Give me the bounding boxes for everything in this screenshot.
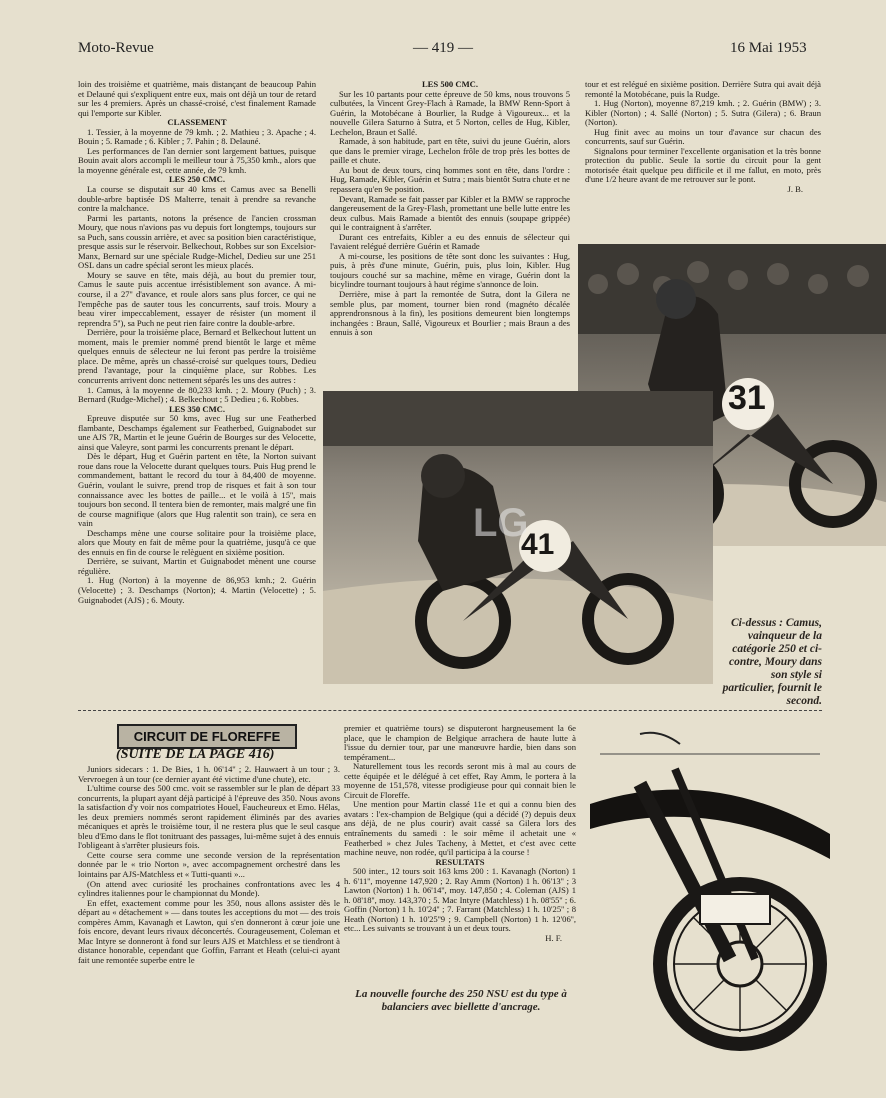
paragraph: Derrière, pour la troisième place, Bernard et Belkechout luttent un moment, mais le premier nommé prend bientôt le large et même quelques ennuis de sélecteur ne lui feront pas perdre la troisième place. De même, après un chassé-croisé sur quelques tours, Dedieu prend l'avantage, pour la cinquième place, sur Robbes. Les concurrents arrivent donc nettement séparés les uns des autres : xyxy=(78,327,316,385)
paragraph: Sur les 10 partants pour cette épreuve de 50 kms, nous trouvons 5 culbutées, la Vincent Grey-Flach à Ramade, la BMW Renn-Sport à Guérin, la Motobécane à Bourlier, la Rudge à Vigoureux... et la nouvelle Gilera Saturno à Sutra, et 5 Norton, celles de Hug, Kibler, Lechelon, Braun et Sallé. xyxy=(330,88,570,137)
paragraph: loin des troisième et quatrième, mais distançant de beaucoup Pahin et Delauné qui s'expliquent entre eux, mais ont déjà un tour de retard sur les 4 premiers. Après un chassé-croisé, c'est finalement Ramade qui l'emporte sur Kibler. xyxy=(78,80,316,118)
paragraph: Ramade, à son habitude, part en tête, suivi du jeune Guérin, alors que dans le premier virage, Lechelon frôle de trop près les bottes de paille et chute. xyxy=(330,136,570,166)
results-text: 1. Hug (Norton) à la moyenne de 86,953 kmh.; 2. Guérin (Velocette) ; 3. Deschamps (Norton); 4. Martin (Velocette) ; 5. Guignabodet (AJS) ; 6. Mouty. xyxy=(78,575,316,605)
issue-date: 16 Mai 1953 xyxy=(730,40,807,56)
author-signature: J. B. xyxy=(787,184,803,195)
section-divider xyxy=(78,710,822,711)
paragraph: Juniors sidecars : 1. De Bies, 1 h. 06'14'' ; 2. Hauwaert à un tour ; 3. Vervroegen à un tour (ce dernier ayant été victime d'une chute), etc. xyxy=(78,765,340,784)
results-text: 1. Tessier, à la moyenne de 79 kmh. ; 2. Mathieu ; 3. Apache ; 4. Bouin ; 5. Ramade ; 6. Kibler ; 7. Pahin ; 8. Delauné. xyxy=(78,126,316,147)
paragraph: tour et est relégué en sixième position. Derrière Sutra qui avait déjà remonté la Motobécane, puis la Rudge. xyxy=(585,80,821,99)
paragraph: Les performances de l'an dernier sont largement battues, puisque Bouin avait alors accompli le meilleur tour à 75,350 kmh., alors que la moyenne générale est, cette année, de 79 kmh. xyxy=(78,145,316,175)
paragraph: Epreuve disputée sur 50 kms, avec Hug sur une Featherbed flambante, Deschamps également sur Featherbed, Guignabodet sur une AJS 7R, Martin et le jeune Guérin de Bourges sur des Velocette, ainsi que Valeyre, sont parmi les concurrents prenant le départ. xyxy=(78,413,316,452)
paragraph: Deschamps mène une course solitaire pour la troisième place, alors que Mouty en fait de même pour la quatrième, jusqu'à ce que des ennuis en fin de course le relèguent en sixième position. xyxy=(78,527,316,557)
paragraph: La course se disputait sur 40 kms et Camus avec sa Benelli double-arbre baptisée DS Malterre, tenait à prendre sa revanche contre la malchance. xyxy=(78,184,316,214)
paragraph: Dès le départ, Hug et Guérin partent en tête, la Norton suivant roue dans roue la Velocette durant quelques tours. Puis Hug prend le commandement, battant le record du tour à 84,400 de moyenne. Guérin, voulant le suivre, prend trop de risques et fait à son tour connaissance avec les bottes de paille... et le voilà à 15'', mais toujours bon second. Il tentera bien de remonter, mais malgré une fin de course magnifique (alors que Hug ralentit son train), ce sera en vain xyxy=(78,451,316,529)
paragraph: En effet, exactement comme pour les 350, nous allons assister dès le départ au « détachement » — dans toutes les acceptions du mot — des trois compères Amm, Kavanagh et Lawton, qui s'en donneront à cœur joie une fois encore, devant leurs rivaux déconcertés. Courageusement, Coleman et Mac Intyre se donneront à fond sur leurs AJS et Matchless et se tiendront à distance honorable, cependant que Goffin, Farrant et Heath (celui-ci ayant fait une remontée superbe entre le xyxy=(78,897,340,965)
paragraph: premier et quatrième tours) se disputeront hargneusement la 6e place, que le champion de Belgique arrachera de haute lutte à l'issue du dernier tour, par une manœuvre hardie, bien dans son tempérament... xyxy=(344,724,576,762)
results-text: 1. Hug (Norton), moyenne 87,219 kmh. ; 2. Guérin (BMW) ; 3. Kibler (Norton) ; 4. Sallé (Norton) ; 5. Sutra (Gilera) ; 6. Braun (Norton). xyxy=(585,98,821,128)
paragraph: L'ultime course des 500 cmc. voit se rassembler sur le plan de départ 33 concurrents, la plupart ayant déjà participé à l'épreuve des 350. Nous avons la satisfaction d'y voir nos compatriotes Houel, Faucheureux et Emo. Hélas, les deux premiers nommés seront rapidement éliminés par des avaries mécaniques et après le troisième tour, il ne restera plus que le seul casque bleu d'Emo dans le flot tonitruant des passages, lui-même sujet à des ennuis l'obligeant à s'arrêter plusieurs fois. xyxy=(78,783,340,851)
watermark: LG xyxy=(473,501,529,545)
race-number: 41 xyxy=(521,528,555,561)
section-heading: LES 350 CMC. xyxy=(168,403,226,414)
section-heading: RESULTATS xyxy=(435,856,485,867)
floreffe-title: CIRCUIT DE FLOREFFE xyxy=(117,724,297,749)
magazine-name: Moto-Revue xyxy=(78,40,154,56)
floreffe-subtitle: (SUITE DE LA PAGE 416) xyxy=(116,747,275,762)
paragraph: Moury se sauve en tête, mais déjà, au bout du premier tour, Camus le saute puis accentue irrésistiblement son avance. A mi-course, il a 27'' d'avance, et roule alors sans plus forcer, ce qui ne l'empêche pas de sauter tous les concurrents, sauf trois. Moury a beau virer impeccablement, essayer de résister (un moment il reprendra 5''), sa Puch ne peut rien faire contre la double-arbre. xyxy=(78,269,316,328)
photo-camus xyxy=(323,391,713,684)
paragraph: Hug finit avec au moins un tour d'avance sur chacun des concurrents, sauf sur Guérin. xyxy=(585,126,821,147)
page-number: — 419 — xyxy=(413,40,473,56)
nsu-fork-drawing xyxy=(580,724,870,1054)
paragraph: Derrière, mise à part la remontée de Sutra, dont la Gilera ne semble plus, par moment, tourner bien rond (magnéto décalée apprendronsnous à la fin), les positions demeurent bien longtemps inchangées : Braun, Sallé, Vigoureux et Bourlier ; mais Braun a des ennuis à son xyxy=(330,289,570,338)
paragraph: Derrière, se suivant, Martin et Guignabodet mènent une course régulière. xyxy=(78,556,316,576)
paragraph: Durant ces entrefaits, Kibler a eu des ennuis de sélecteur qui l'avaient relégué derrière Guérin et Ramade xyxy=(330,231,570,252)
photo-caption: Ci-dessus : Camus, vainqueur de la catégorie 250 et ci-contre, Moury dans son style si particulier, fournit le second. xyxy=(722,617,822,707)
author-signature: H. F. xyxy=(545,933,562,944)
paragraph: Cette course sera comme une seconde version de la représentation donnée par le « trio Norton », avec accompagnement orchestré dans les lointains par AJS-Matchless et « Tutti-quanti »... xyxy=(78,849,340,880)
paragraph: Signalons pour terminer l'excellente organisation et la très bonne protection du public. Seule la sortie du circuit pour la gent motorisée était quelque peu difficile et il me fallut, en moto, près d'une 1/2 heure avant de me retrouver sur le pont. xyxy=(585,145,821,185)
section-heading: LES 500 CMC. xyxy=(421,80,479,89)
floreffe-column-1 xyxy=(78,765,340,1075)
article-column-3 xyxy=(585,80,821,240)
paragraph: (On attend avec curiosité les prochaines confrontations avec les 4 cylindres italiennes pour le championnat du Monde). xyxy=(78,878,340,899)
paragraph: Une mention pour Martin classé 11e et qui a connu bien des avatars : l'ex-champion de Belgique (qui a décidé (?) depuis deux ans déjà, de ne plus courir) avait cassé sa Gilera lors des entraînements du samedi : le soir même il achetait une « Featherbed » chez Jules Tacheny, à Mettet, et c'est avec cette machine neuve, non rodée, qu'il participa à la course ! xyxy=(344,799,576,858)
paragraph: Parmi les partants, notons la présence de l'ancien crossman Moury, que nous n'avions pas vu depuis fort longtemps, toujours sur sa Puch, sans coussin arrière, et avec sa position bien caractéristique, presque assis sur le réservoir. Belkechout, Robbes sur son Excelsior-Manx, Bernard sur une spéciale Rudge-Michel, Dedieu sur une 251 OSL dans un cadre spécial seront les mieux placés. xyxy=(78,212,316,271)
section-heading: LES 250 CMC. xyxy=(168,174,226,185)
article-column-2 xyxy=(330,80,570,386)
section-heading: CLASSEMENT xyxy=(167,117,227,128)
paragraph: Naturellement tous les records seront mis à mal au cours de cette équipée et le délégué à cet effet, Ray Amm, le portera à la moyenne de 151,578, vitesse prodigieuse pour qui connait bien le Circuit de Floreffe. xyxy=(344,761,576,800)
results-text: 500 inter., 12 tours soit 163 kms 200 : 1. Kavanagh (Norton) 1 h. 6'11'', moyenne 147,920 ; 2. Ray Amm (Norton) 1 h. 06'13'' ; 3 Lawton (Norton) 1 h. 06'14'', moy. 147,850 ; 4. Coleman (AJS) 1 h. 08'18'', moy. 143,370 ; 5. Mac Intyre (Matchless) 1 h. 08'55'' ; 6. Goffin (Norton) 1 h. 10'24'' ; 7. Farrant (Matchless) 1 h. 10'25'' ; 8 Heath (Norton) 1 h. 10'25''9 ; 9. Campbell (Norton) 1 h. 12'06'', etc... Les suivants se trouvant à un et deux tours. xyxy=(344,866,576,934)
nsu-caption: La nouvelle fourche des 250 NSU est du type à balanciers avec biellette d'ancrage. xyxy=(355,988,567,1013)
article-column-1 xyxy=(78,80,316,710)
nsu-fork-illustration xyxy=(580,724,870,1054)
paragraph: A mi-course, les positions de tête sont donc les suivantes : Hug, puis, à près d'une minute, Guérin, puis, plus loin, Kibler. Hug toujours couché sur sa machine, même en virage, Guérin dont la bicylindre tournant toujours à haut régime s'annonce de loin. xyxy=(330,250,570,290)
race-number: 31 xyxy=(728,379,766,417)
floreffe-column-2 xyxy=(344,724,576,974)
paragraph: Devant, Ramade se fait passer par Kibler et la BMW se rapproche dangereusement de la Grey-Flash, promettant une belle lutte entre les deux culbus. Mais Ramade a bientôt des ennuis (soupape grippée) qui le contraignent à s'arrêter. xyxy=(330,193,570,233)
results-text: 1. Camus, à la moyenne de 80,233 kmh. ; 2. Moury (Puch) ; 3. Bernard (Rudge-Michel) ; 4. Belkechout ; 5 Dedieu ; 6. Robbes. xyxy=(78,384,316,405)
paragraph: Au bout de deux tours, cinq hommes sont en tête, dans l'ordre : Hug, Ramade, Kibler, Guérin et Sutra ; mais bientôt Sutra chute et ne repassera qu'en 9e position. xyxy=(330,164,570,195)
